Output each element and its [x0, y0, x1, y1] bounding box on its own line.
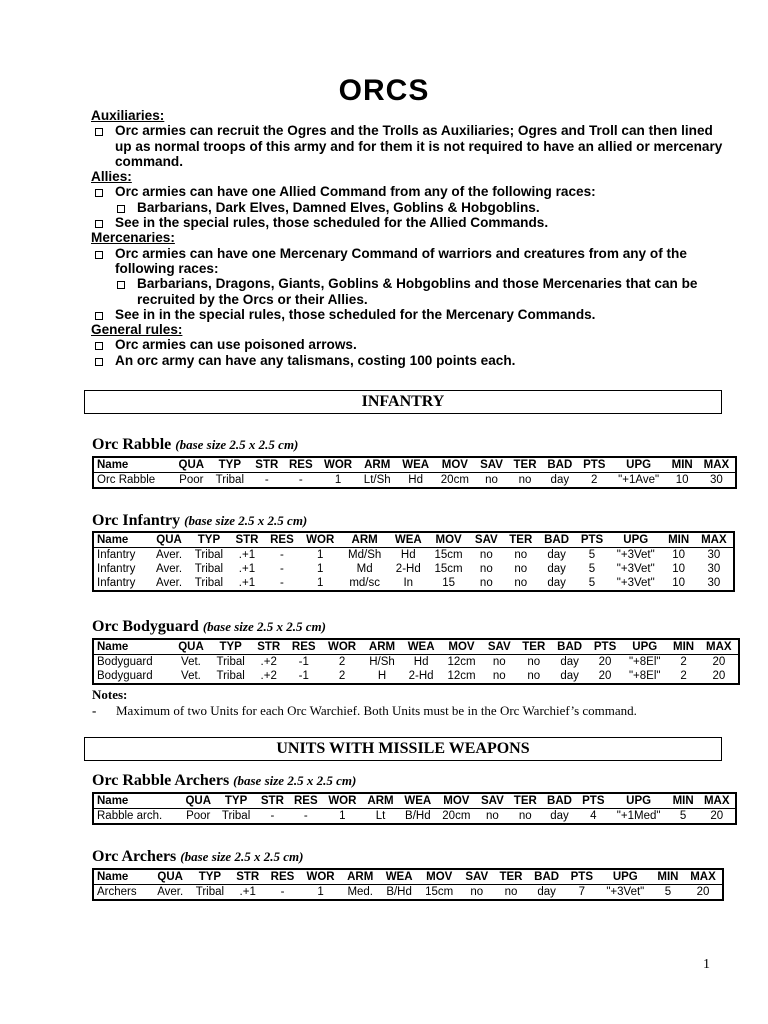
table-cell: 20cm [440, 474, 469, 486]
column-header: STR [260, 795, 284, 807]
table-cell: 2-Hd [408, 670, 434, 682]
table-cell: Aver. [156, 563, 183, 575]
column-header: QUA [178, 459, 205, 471]
column-header: MIN [672, 795, 694, 807]
table-header-row [93, 639, 739, 655]
table-cell: Hd [400, 549, 416, 561]
table-cell: 1 [317, 886, 324, 898]
table-cell: -1 [298, 656, 309, 668]
column-header: WEA [385, 871, 413, 883]
table-cell: no [479, 549, 493, 561]
table-cell: Aver. [156, 577, 183, 589]
unit-title-rabble: Orc Rabble (base size 2.5 x 2.5 cm) [92, 436, 299, 453]
table-cell: 2 [338, 656, 346, 668]
column-header: MAX [690, 871, 716, 883]
table-cell: Infantry [97, 563, 136, 575]
table-cell: "+3Vet" [616, 563, 655, 575]
column-header: Name [97, 641, 129, 653]
table-cell: 10 [672, 563, 686, 575]
square-bullet-icon [95, 189, 103, 197]
square-bullet-icon [117, 281, 125, 289]
bullet-item: See in in the special rules, those scheduled for the Mercenary Commands. [91, 307, 731, 322]
column-header: QUA [156, 534, 182, 546]
table-header-row [93, 869, 723, 885]
table-cell: 30 [707, 577, 721, 589]
table-cell: Md/Sh [348, 549, 382, 561]
table-cell: 30 [707, 549, 721, 561]
general-rules-heading: General rules: [91, 322, 183, 338]
table-cell: 2 [680, 670, 687, 682]
column-header: PTS [593, 641, 617, 653]
column-header: ARM [367, 795, 394, 807]
table-cell: "+1Ave" [618, 474, 660, 486]
table-header-row [93, 457, 736, 473]
table-cell: .+1 [238, 563, 256, 575]
column-header: PTS [582, 795, 605, 807]
table-cell: no [485, 474, 498, 486]
column-header: UPG [626, 795, 652, 807]
missile-section-header: UNITS WITH MISSILE WEAPONS [84, 737, 722, 761]
table-cell: no [479, 577, 493, 589]
column-header: STR [257, 641, 281, 653]
column-header: RES [291, 641, 316, 653]
table-cell: 2 [338, 670, 346, 682]
column-header: SAV [487, 641, 511, 653]
table-cell: 15cm [434, 549, 463, 561]
bullet-item: Orc armies can recruit the Ogres and the Trolls as Auxiliaries; Ogres and Troll can then lined up as normal troops of this army and for them it is not required to have an allied or mercenary command. [91, 123, 731, 169]
column-header: WEA [402, 459, 430, 471]
column-header: WOR [306, 871, 335, 883]
table-cell: 5 [679, 810, 687, 822]
table-cell: Vet. [181, 670, 201, 682]
column-header: STR [236, 871, 260, 883]
table-cell: Tribal [216, 670, 245, 682]
table-cell: no [492, 656, 506, 668]
stats-table-rabble [92, 456, 737, 489]
column-header: BAD [557, 641, 583, 653]
note-text: - Maximum of two Units for each Orc Warchief. Both Units must be in the Orc Warchief’s command. [92, 703, 637, 718]
page-number: 1 [703, 957, 710, 972]
table-cell: 5 [664, 886, 672, 898]
table-cell: no [470, 886, 484, 898]
table-cell: In [403, 577, 414, 589]
square-bullet-icon [95, 220, 103, 228]
unit-title-bodyguard: Orc Bodyguard (base size 2.5 x 2.5 cm) [92, 618, 326, 635]
table-cell: Aver. [157, 886, 184, 898]
table-cell: - [303, 810, 308, 822]
table-cell: no [514, 549, 528, 561]
table-cell: no [514, 563, 528, 575]
table-cell: day [537, 886, 556, 898]
table-cell: - [280, 577, 284, 589]
table-row [93, 562, 734, 576]
table-cell: Md [356, 563, 373, 575]
table-cell: 20 [712, 656, 726, 668]
page-title: ORCS [338, 74, 430, 107]
table-header-row [93, 793, 736, 809]
table-cell: Tribal [216, 656, 245, 668]
table-cell: 30 [710, 474, 723, 486]
table-cell: md/sc [349, 577, 380, 589]
table-cell: Poor [179, 474, 204, 486]
column-header: ARM [351, 534, 378, 546]
table-cell: "+1Med" [616, 810, 661, 822]
table-cell: 2 [680, 656, 687, 668]
table-row [93, 473, 736, 489]
table-cell: Tribal [195, 886, 225, 898]
column-header: UPG [612, 871, 638, 883]
table-cell: 20 [712, 670, 726, 682]
table-cell: no [518, 810, 532, 822]
table-cell: 20 [696, 886, 710, 898]
notes-label: Notes: [92, 687, 128, 702]
column-header: MAX [706, 641, 732, 653]
table-cell: 20cm [442, 810, 471, 822]
column-header: UPG [626, 459, 652, 471]
column-header: Name [97, 795, 129, 807]
column-header: TYP [219, 641, 242, 653]
table-cell: 12cm [447, 656, 476, 668]
table-cell: 30 [707, 563, 721, 575]
table-cell: - [270, 810, 275, 822]
unit-title-archers: Orc Archers (base size 2.5 x 2.5 cm) [92, 848, 304, 865]
table-cell: Archers [97, 886, 137, 898]
column-header: ARM [368, 641, 396, 653]
column-header: QUA [185, 795, 211, 807]
column-header: RES [288, 459, 313, 471]
table-cell: 10 [675, 474, 689, 486]
column-header: SAV [480, 459, 503, 471]
column-header: TYP [198, 871, 222, 883]
column-header: RES [293, 795, 318, 807]
table-cell: no [492, 670, 506, 682]
table-cell: Aver. [156, 549, 183, 561]
table-cell: - [280, 563, 284, 575]
table-cell: -1 [298, 670, 309, 682]
table-cell: Tribal [215, 474, 245, 486]
column-header: PTS [580, 534, 604, 546]
table-cell: 5 [588, 549, 596, 561]
table-cell: 5 [588, 577, 596, 589]
table-cell: 20 [598, 670, 612, 682]
column-header: WEA [407, 641, 435, 653]
square-bullet-icon [95, 312, 103, 320]
table-cell: 5 [588, 563, 596, 575]
column-header: TER [522, 641, 546, 653]
table-cell: no [479, 563, 493, 575]
table-cell: 10 [672, 549, 686, 561]
table-cell: 20 [710, 810, 724, 822]
column-header: MAX [703, 459, 730, 471]
stats-table-archers [92, 868, 724, 901]
column-header: SAV [465, 871, 489, 883]
table-cell: B/Hd [386, 886, 412, 898]
table-cell: day [560, 670, 579, 682]
table-cell: Hd [408, 474, 423, 486]
table-cell: "+8El" [628, 656, 661, 668]
table-row [93, 669, 739, 684]
bullet-item: An orc army can have any talismans, costing 100 points each. [91, 353, 731, 368]
table-cell: 12cm [447, 670, 476, 682]
table-cell: 15cm [425, 886, 454, 898]
table-cell: Lt [375, 810, 386, 822]
table-cell: B/Hd [405, 810, 431, 822]
allies-heading: Allies: [91, 169, 132, 185]
stats-table-rabble-archers [92, 792, 737, 825]
table-cell: no [485, 810, 499, 822]
table-cell: 2 [591, 474, 598, 486]
bullet-item: Orc armies can use poisoned arrows. [91, 337, 731, 352]
unit-title-infantry: Orc Infantry (base size 2.5 x 2.5 cm) [92, 512, 308, 529]
table-header-row [93, 532, 734, 548]
table-cell: Poor [186, 810, 211, 822]
table-cell: 7 [578, 886, 586, 898]
table-cell: - [280, 886, 285, 898]
column-header: WOR [328, 641, 357, 653]
column-header: BAD [547, 795, 572, 807]
table-cell: 1 [317, 577, 324, 589]
column-header: MIN [673, 641, 695, 653]
table-cell: Infantry [97, 577, 136, 589]
table-cell: Lt/Sh [363, 474, 391, 486]
column-header: STR [235, 534, 259, 546]
table-cell: 1 [317, 563, 324, 575]
table-cell: Med. [347, 886, 374, 898]
table-cell: 2-Hd [395, 563, 421, 575]
table-cell: 4 [590, 810, 597, 822]
column-header: TER [513, 795, 537, 807]
square-bullet-icon [95, 342, 103, 350]
stats-table-bodyguard [92, 638, 740, 685]
table-cell: - [298, 474, 303, 486]
column-header: PTS [570, 871, 593, 883]
bullet-item: Orc armies can have one Mercenary Command of warriors and creatures from any of the following races: [91, 246, 731, 277]
bullet-item: Orc armies can have one Allied Command from any of the following races: [91, 184, 731, 199]
column-header: BAD [547, 459, 573, 471]
auxiliaries-heading: Auxiliaries: [91, 108, 165, 123]
table-cell: H/Sh [369, 656, 395, 668]
column-header: WOR [323, 459, 353, 471]
table-cell: Vet. [181, 656, 201, 668]
table-cell: 1 [317, 549, 324, 561]
column-header: SAV [480, 795, 504, 807]
infantry-section-header: INFANTRY [84, 390, 722, 414]
table-cell: no [518, 474, 532, 486]
column-header: WOR [328, 795, 357, 807]
table-row [93, 576, 734, 591]
table-row [93, 885, 723, 901]
column-header: SAV [474, 534, 498, 546]
table-cell: Bodyguard [97, 670, 153, 682]
column-header: WEA [404, 795, 432, 807]
table-cell: "+3Vet" [606, 886, 645, 898]
column-header: Name [97, 871, 129, 883]
table-cell: .+2 [260, 670, 277, 682]
sub-bullet-item: Barbarians, Dark Elves, Damned Elves, Goblins & Hobgoblins. [91, 200, 731, 215]
column-header: MAX [703, 795, 730, 807]
table-cell: 15 [442, 577, 455, 589]
table-cell: Tribal [221, 810, 251, 822]
table-cell: no [514, 577, 528, 589]
table-cell: day [547, 563, 566, 575]
table-cell: - [280, 549, 284, 561]
stats-table-infantry [92, 531, 735, 592]
mercenaries-heading: Mercenaries: [91, 230, 175, 246]
square-bullet-icon [95, 358, 103, 366]
column-header: ARM [347, 871, 374, 883]
column-header: Name [97, 534, 129, 546]
table-cell: day [550, 810, 569, 822]
table-cell: .+1 [238, 549, 256, 561]
column-header: Name [97, 459, 129, 471]
column-header: BAD [534, 871, 560, 883]
table-cell: day [560, 656, 579, 668]
table-cell: .+1 [238, 577, 256, 589]
table-cell: H [377, 670, 387, 682]
column-header: PTS [583, 459, 606, 471]
table-cell: Rabble arch. [97, 810, 163, 822]
table-cell: no [527, 670, 541, 682]
table-cell: Tribal [194, 549, 224, 561]
column-header: WEA [394, 534, 422, 546]
table-cell: no [527, 656, 541, 668]
column-header: MOV [435, 534, 462, 546]
table-cell: day [547, 577, 566, 589]
column-header: TYP [197, 534, 221, 546]
column-header: BAD [544, 534, 570, 546]
column-header: MIN [671, 459, 693, 471]
column-header: MOV [443, 795, 470, 807]
table-cell: 20 [598, 656, 612, 668]
table-cell: .+2 [260, 656, 277, 668]
column-header: TYP [224, 795, 248, 807]
column-header: ARM [364, 459, 391, 471]
column-header: UPG [623, 534, 649, 546]
column-header: MOV [441, 459, 468, 471]
column-header: MIN [657, 871, 679, 883]
column-header: QUA [178, 641, 204, 653]
table-cell: 1 [339, 810, 346, 822]
column-header: TER [499, 871, 523, 883]
table-cell: no [504, 886, 518, 898]
column-header: RES [270, 534, 294, 546]
table-cell: 1 [334, 474, 342, 486]
table-row [93, 548, 734, 563]
table-cell: Hd [413, 656, 429, 668]
table-cell: 15cm [434, 563, 463, 575]
table-cell: "+3Vet" [616, 549, 655, 561]
table-cell: Orc Rabble [97, 474, 156, 486]
table-cell: "+8El" [628, 670, 661, 682]
column-header: MOV [426, 871, 453, 883]
table-cell: "+3Vet" [616, 577, 655, 589]
table-cell: .+1 [239, 886, 256, 898]
table-cell: day [547, 549, 566, 561]
column-header: MOV [448, 641, 475, 653]
column-header: RES [270, 871, 295, 883]
unit-title-rabble-archers: Orc Rabble Archers (base size 2.5 x 2.5 cm) [92, 772, 357, 789]
sub-bullet-item: Barbarians, Dragons, Giants, Goblins & Hobgoblins and those Mercenaries that can be recruited by the Orcs or their Allies. [91, 276, 731, 307]
table-row [93, 809, 736, 825]
column-header: TER [513, 459, 537, 471]
square-bullet-icon [95, 128, 103, 136]
column-header: STR [255, 459, 279, 471]
column-header: TYP [218, 459, 242, 471]
bullet-item: See in the special rules, those scheduled for the Allied Commands. [91, 215, 731, 230]
square-bullet-icon [117, 205, 125, 213]
column-header: TER [509, 534, 533, 546]
table-cell: Bodyguard [97, 656, 153, 668]
column-header: QUA [157, 871, 183, 883]
column-header: WOR [306, 534, 335, 546]
column-header: MIN [668, 534, 690, 546]
rules-block [91, 108, 731, 368]
table-cell: 10 [672, 577, 686, 589]
table-cell: - [264, 474, 269, 486]
column-header: UPG [632, 641, 658, 653]
table-cell: Tribal [194, 577, 224, 589]
column-header: MAX [701, 534, 727, 546]
square-bullet-icon [95, 251, 103, 259]
table-cell: day [550, 474, 570, 486]
table-cell: Tribal [194, 563, 224, 575]
table-row [93, 655, 739, 670]
table-cell: Infantry [97, 549, 136, 561]
